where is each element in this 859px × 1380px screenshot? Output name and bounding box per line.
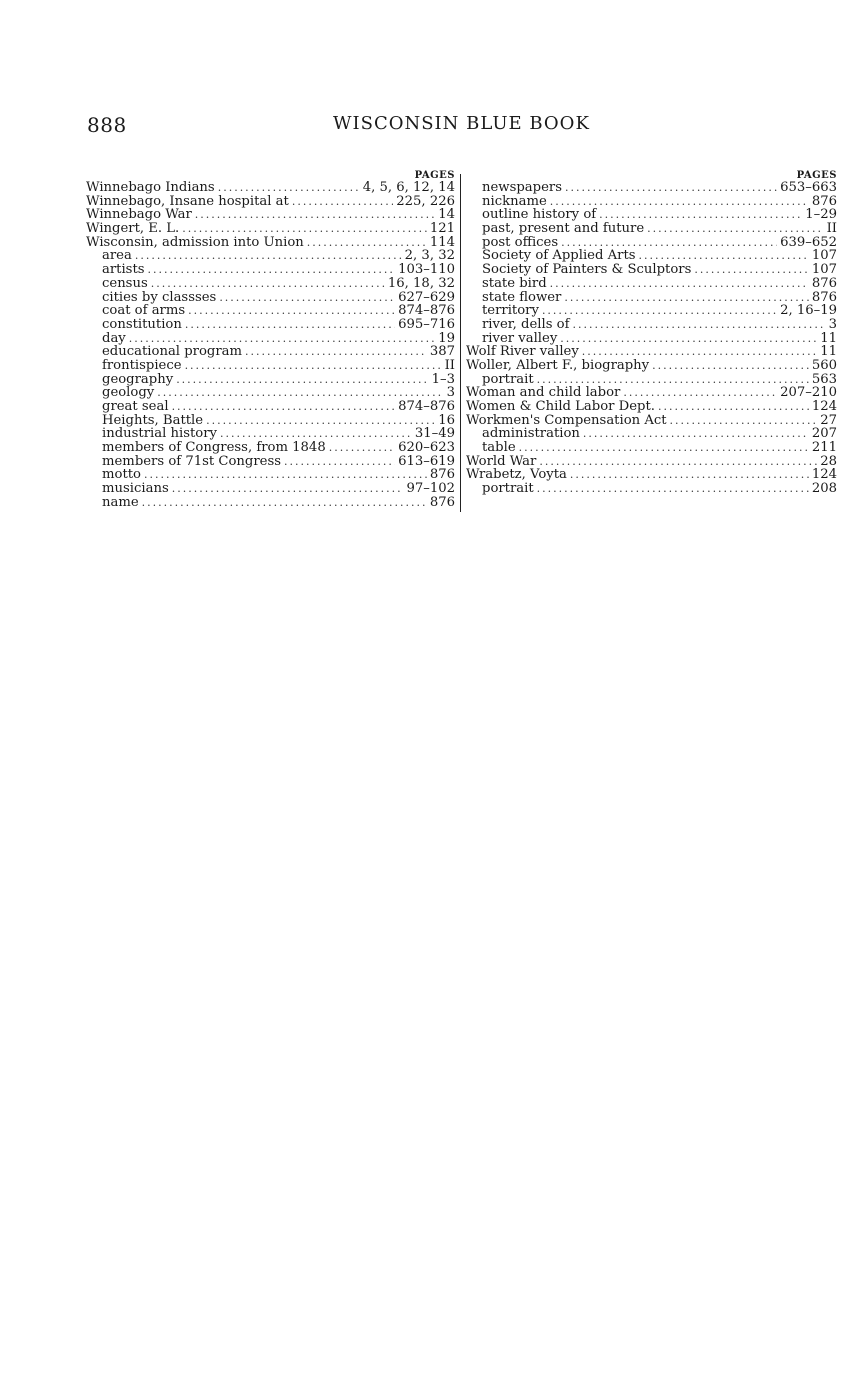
entry-pages: 2, 16–19 xyxy=(780,303,837,319)
dot-leader xyxy=(218,181,360,195)
entry-pages: 208 xyxy=(811,481,837,497)
entry-pages: 560 xyxy=(811,357,837,373)
entry-text: members of 71st Congress xyxy=(102,453,281,469)
dot-leader xyxy=(565,181,777,195)
entry-text: constitution xyxy=(102,316,182,332)
index-subentry xyxy=(86,332,455,346)
index-subentry xyxy=(86,441,455,455)
entry-text: frontispiece xyxy=(102,357,182,373)
index-subentry xyxy=(466,304,837,318)
entry-pages: 31–49 xyxy=(414,426,455,442)
entry-text: geology xyxy=(102,385,155,401)
index-subentry xyxy=(86,249,455,263)
entry-text: table xyxy=(482,440,516,456)
index-subentry xyxy=(466,195,837,209)
index-entry xyxy=(466,468,837,482)
index-subentry xyxy=(86,345,455,359)
dot-leader xyxy=(206,414,435,428)
dot-leader xyxy=(519,441,809,455)
dot-leader xyxy=(539,455,817,469)
dot-leader xyxy=(172,400,396,414)
pages-heading-right: PAGES xyxy=(796,170,837,181)
index-subentry xyxy=(86,318,455,332)
entry-text: newspapers xyxy=(482,180,562,195)
entry-pages: 11 xyxy=(820,330,837,346)
index-subentry xyxy=(86,468,455,482)
entry-text: past, present and future xyxy=(482,221,645,237)
index-entry xyxy=(86,181,455,195)
entry-pages: 563 xyxy=(811,371,837,387)
entry-text: Wisconsin, admission into Union xyxy=(86,234,304,250)
index-subentry xyxy=(466,332,837,346)
index-subentry xyxy=(86,455,455,469)
entry-text: state flower xyxy=(482,289,562,305)
entry-pages: 876 xyxy=(429,467,455,483)
entry-text: Winnebago Indians xyxy=(86,180,215,195)
entry-text: river valley xyxy=(482,330,558,346)
entry-text: census xyxy=(102,275,148,291)
entry-pages: 1–29 xyxy=(805,207,837,223)
dot-leader xyxy=(219,291,395,305)
entry-text: members of Congress, from 1848 xyxy=(102,440,326,456)
dot-leader xyxy=(570,468,809,482)
entry-pages: 874–876 xyxy=(398,399,455,414)
entry-text: geography xyxy=(102,371,174,387)
entry-text: Society of Applied Arts xyxy=(482,248,636,264)
dot-leader xyxy=(670,414,818,428)
index-subentry xyxy=(466,181,837,195)
entry-pages: 27 xyxy=(820,412,837,428)
dot-leader xyxy=(195,208,435,222)
dot-leader xyxy=(172,482,404,496)
entry-pages: 874–876 xyxy=(398,303,455,319)
dot-leader xyxy=(144,468,427,482)
entry-pages: 387 xyxy=(429,344,455,360)
dot-leader xyxy=(583,427,809,441)
dot-leader xyxy=(652,359,809,373)
dot-leader xyxy=(599,208,802,222)
entry-text: cities by classses xyxy=(102,289,217,305)
index-entry xyxy=(86,195,455,209)
entry-pages: 1–3 xyxy=(431,371,455,387)
dot-leader xyxy=(188,304,395,318)
entry-text: World War xyxy=(466,453,537,469)
pages-heading-left: PAGES xyxy=(414,170,455,181)
column-divider xyxy=(460,174,461,512)
entry-text: great seal xyxy=(102,399,169,414)
dot-leader xyxy=(220,427,412,441)
entry-pages: 3 xyxy=(446,385,455,401)
index-column-left xyxy=(86,170,455,510)
index-entry xyxy=(466,386,837,400)
index-subentry xyxy=(86,496,455,510)
entry-pages: 207–210 xyxy=(780,385,837,401)
entry-pages: 124 xyxy=(811,399,837,414)
entry-pages: 14 xyxy=(438,207,455,223)
dot-leader xyxy=(148,263,396,277)
dot-leader xyxy=(639,249,809,263)
entry-pages: 639–652 xyxy=(780,234,837,250)
entry-text: coat of arms xyxy=(102,303,186,319)
index-entry xyxy=(466,400,837,414)
entry-pages: 627–629 xyxy=(398,289,455,305)
entry-text: industrial history xyxy=(102,426,217,442)
entry-text: artists xyxy=(102,262,145,278)
index-subentry xyxy=(466,318,837,332)
entry-pages: 3 xyxy=(828,316,837,332)
entry-pages: 613–619 xyxy=(398,453,455,469)
index-subentry xyxy=(86,304,455,318)
entry-text: administration xyxy=(482,426,580,442)
entry-pages: 2, 3, 32 xyxy=(404,248,455,264)
entry-pages: 695–716 xyxy=(398,316,455,332)
entry-pages: 103–110 xyxy=(398,262,455,278)
index-subentry xyxy=(86,263,455,277)
index-subentry xyxy=(466,236,837,250)
entry-text: Wingert, E. L. xyxy=(86,221,180,237)
dot-leader xyxy=(564,291,808,305)
entry-pages: 16 xyxy=(438,412,455,428)
index-subentry xyxy=(466,263,837,277)
index-subentry xyxy=(466,373,837,387)
entry-pages: 97–102 xyxy=(406,481,455,497)
entry-text: motto xyxy=(102,467,141,483)
entry-text: day xyxy=(102,330,126,346)
dot-leader xyxy=(572,318,825,332)
dot-leader xyxy=(176,373,428,387)
entry-pages: 107 xyxy=(811,248,837,264)
entry-pages: 121 xyxy=(429,221,455,237)
dot-leader xyxy=(542,304,777,318)
index-subentry xyxy=(466,277,837,291)
entry-text: post offices xyxy=(482,234,559,250)
entry-pages: 876 xyxy=(811,289,837,305)
dot-leader xyxy=(329,441,395,455)
entry-text: territory xyxy=(482,303,539,319)
dot-leader xyxy=(292,195,393,209)
index-entries-right xyxy=(466,181,837,496)
dot-leader xyxy=(561,236,777,250)
index-column-right xyxy=(466,170,837,496)
dot-leader xyxy=(185,318,395,332)
dot-leader xyxy=(157,386,443,400)
dot-leader xyxy=(550,195,809,209)
index-subentry xyxy=(466,291,837,305)
entry-pages: 28 xyxy=(820,453,837,469)
entry-pages: 653–663 xyxy=(780,180,837,195)
entry-text: portrait xyxy=(482,481,534,497)
running-title: WISCONSIN BLUE BOOK xyxy=(333,113,590,134)
entry-text: state bird xyxy=(482,275,547,291)
entry-text: Women & Child Labor Dept. xyxy=(466,399,655,414)
entry-text: name xyxy=(102,494,139,510)
index-subentry xyxy=(86,359,455,373)
entry-text: Winnebago War xyxy=(86,207,192,223)
dot-leader xyxy=(658,400,809,414)
dot-leader xyxy=(537,482,809,496)
entry-pages: 207 xyxy=(811,426,837,442)
index-subentry xyxy=(466,441,837,455)
entry-pages: II xyxy=(826,221,837,237)
entry-text: river, dells of xyxy=(482,316,570,332)
index-entry xyxy=(86,236,455,250)
index-subentry xyxy=(466,427,837,441)
dot-leader xyxy=(582,345,817,359)
index-entry xyxy=(86,222,455,236)
dot-leader xyxy=(560,332,817,346)
dot-leader xyxy=(135,249,402,263)
index-subentry xyxy=(466,249,837,263)
entry-pages: 107 xyxy=(811,262,837,278)
entry-text: area xyxy=(102,248,132,264)
page-header xyxy=(87,113,847,143)
dot-leader xyxy=(129,332,435,346)
entry-text: Wolf River valley xyxy=(466,344,579,360)
dot-leader xyxy=(623,386,777,400)
entry-text: Winnebago, Insane hospital at xyxy=(86,193,289,209)
dot-leader xyxy=(284,455,395,469)
index-subentry xyxy=(466,482,837,496)
dot-leader xyxy=(151,277,385,291)
entry-text: nickname xyxy=(482,193,547,209)
dot-leader xyxy=(647,222,823,236)
index-subentry xyxy=(466,208,837,222)
entry-pages: II xyxy=(444,357,455,373)
dot-leader xyxy=(537,373,809,387)
entry-pages: 211 xyxy=(811,440,837,456)
dot-leader xyxy=(182,222,427,236)
dot-leader xyxy=(142,496,427,510)
entry-pages: 19 xyxy=(438,330,455,346)
index-subentry xyxy=(86,373,455,387)
dot-leader xyxy=(307,236,427,250)
index-subentry xyxy=(466,222,837,236)
entry-pages: 225, 226 xyxy=(396,193,455,209)
entry-text: Workmen's Compensation Act xyxy=(466,412,667,428)
index-entry xyxy=(466,359,837,373)
index-subentry xyxy=(86,291,455,305)
index-entry xyxy=(466,414,837,428)
dot-leader xyxy=(550,277,809,291)
entry-pages: 620–623 xyxy=(398,440,455,456)
index-entry xyxy=(466,345,837,359)
index-entry xyxy=(466,455,837,469)
index-entries-left xyxy=(86,181,455,510)
index-columns xyxy=(86,170,838,515)
entry-text: Heights, Battle xyxy=(102,412,204,428)
entry-text: outline history of xyxy=(482,207,597,223)
index-subentry xyxy=(86,277,455,291)
entry-text: Society of Painters & Sculptors xyxy=(482,262,692,278)
index-subentry xyxy=(86,386,455,400)
entry-pages: 124 xyxy=(811,467,837,483)
index-subentry xyxy=(86,414,455,428)
entry-text: educational program xyxy=(102,344,243,360)
entry-pages: 4, 5, 6, 12, 14 xyxy=(362,180,455,195)
page-number: 888 xyxy=(87,113,127,137)
index-subentry xyxy=(86,482,455,496)
dot-leader xyxy=(185,359,442,373)
entry-pages: 876 xyxy=(811,193,837,209)
entry-text: musicians xyxy=(102,481,169,497)
entry-pages: 16, 18, 32 xyxy=(387,275,455,291)
dot-leader xyxy=(694,263,808,277)
entry-pages: 11 xyxy=(820,344,837,360)
index-entry xyxy=(86,208,455,222)
entry-pages: 114 xyxy=(429,234,455,250)
index-subentry xyxy=(86,427,455,441)
entry-text: Woller, Albert F., biography xyxy=(466,357,650,373)
entry-pages: 876 xyxy=(811,275,837,291)
index-subentry xyxy=(86,400,455,414)
entry-text: portrait xyxy=(482,371,534,387)
dot-leader xyxy=(245,345,427,359)
entry-pages: 876 xyxy=(429,494,455,510)
entry-text: Woman and child labor xyxy=(466,385,621,401)
entry-text: Wrabetz, Voyta xyxy=(466,467,567,483)
